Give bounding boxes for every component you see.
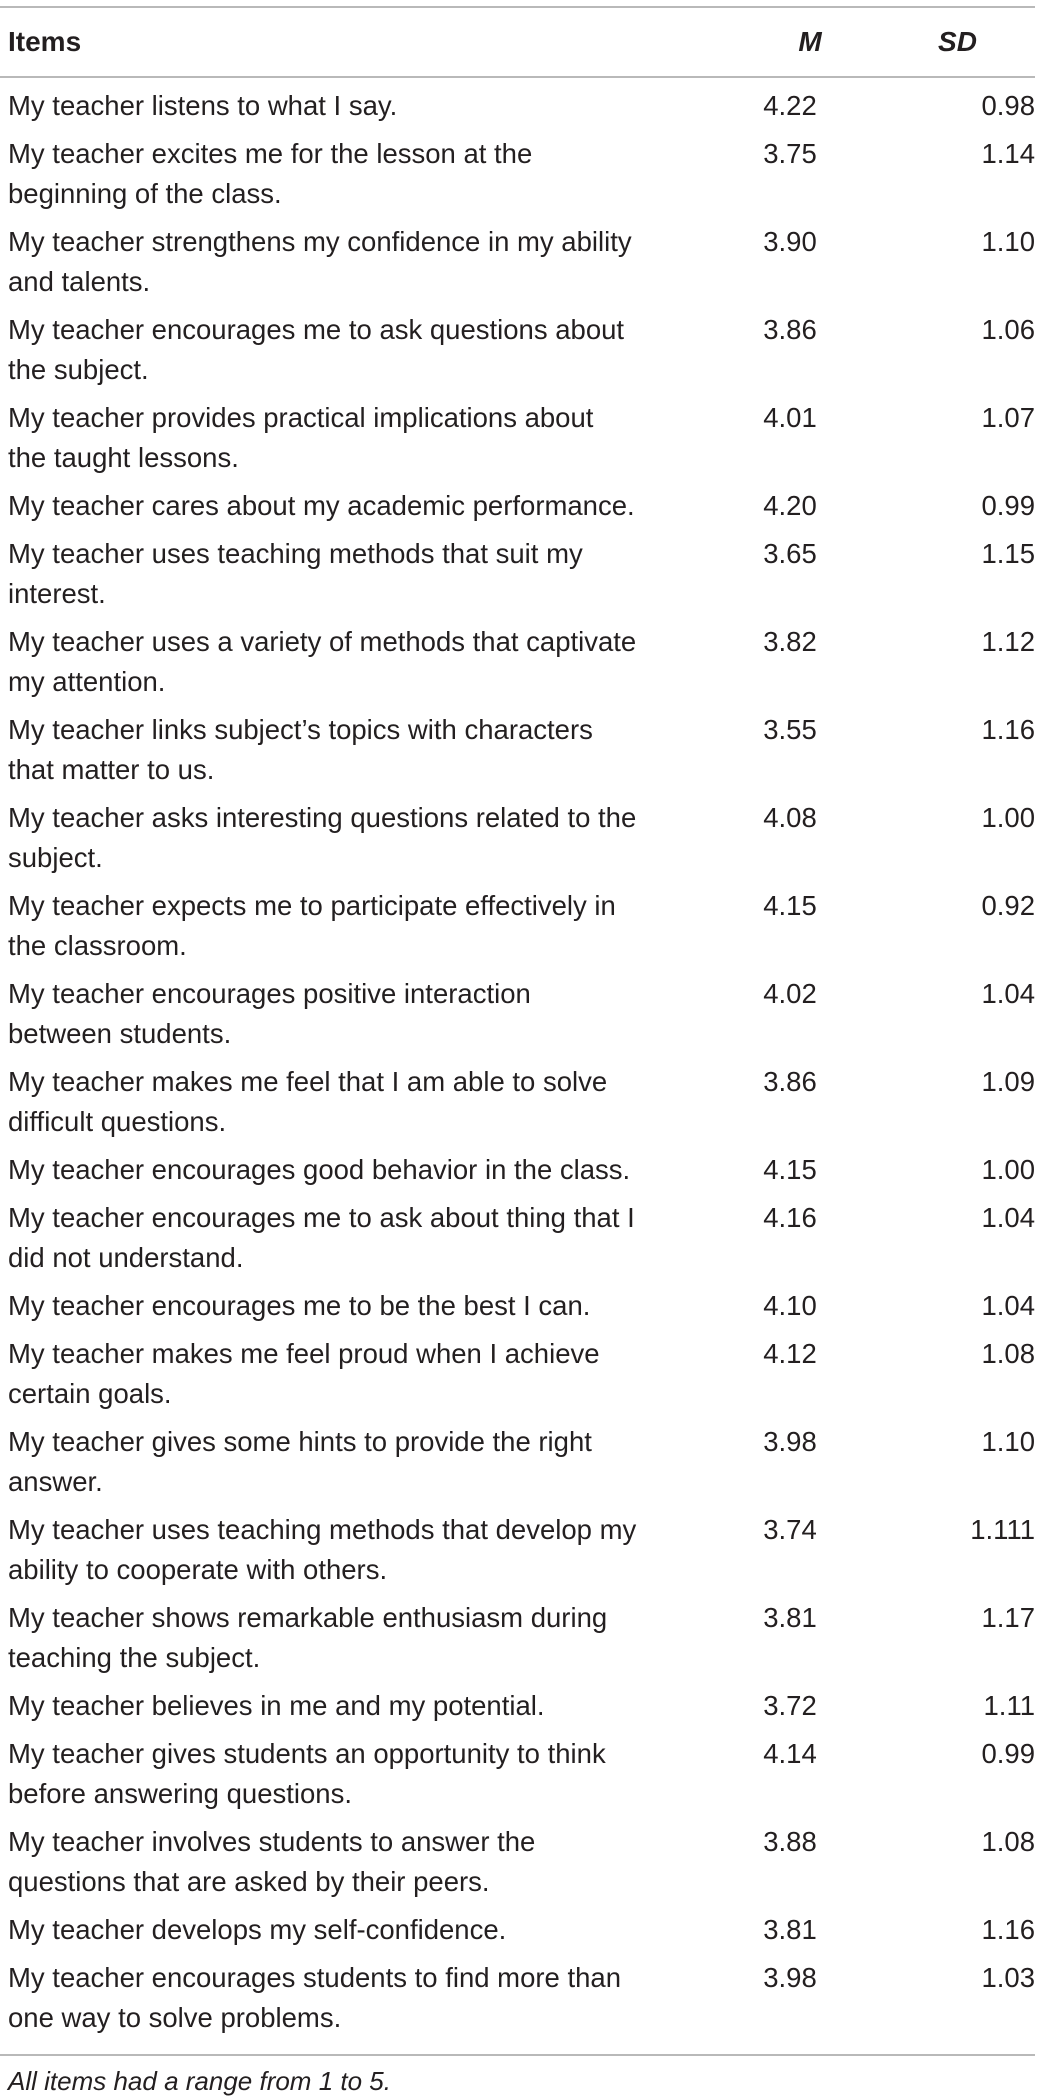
sd-value: 1.14 bbox=[981, 138, 1035, 169]
mean-value: 4.12 bbox=[763, 1338, 817, 1369]
sd-value: 1.10 bbox=[981, 1426, 1035, 1457]
item-text bbox=[0, 310, 700, 390]
table-row bbox=[0, 1062, 1047, 1142]
sd-value: 1.04 bbox=[981, 978, 1035, 1009]
mean-value: 4.15 bbox=[763, 890, 817, 921]
sd-value: 1.07 bbox=[981, 402, 1035, 433]
item-text-line: questions that are asked by their peers. bbox=[8, 1866, 490, 1897]
item-text-line: the subject. bbox=[8, 354, 149, 385]
item-text-line: My teacher excites me for the lesson at the bbox=[8, 138, 533, 169]
sd-value: 1.08 bbox=[981, 1338, 1035, 1369]
table-row bbox=[0, 1910, 1047, 1950]
item-text bbox=[0, 486, 700, 526]
table-row bbox=[0, 134, 1047, 214]
item-text-line: teaching the subject. bbox=[8, 1642, 261, 1673]
item-text-line: My teacher develops my self-confidence. bbox=[8, 1914, 507, 1945]
sd-value: 1.04 bbox=[981, 1202, 1035, 1233]
item-text-line: subject. bbox=[8, 842, 103, 873]
mean-value: 4.22 bbox=[763, 90, 817, 121]
mean-value: 3.65 bbox=[763, 538, 817, 569]
sd-value: 0.92 bbox=[981, 890, 1035, 921]
item-text-line: My teacher gives students an opportunity to think bbox=[8, 1738, 606, 1769]
table-row bbox=[0, 886, 1047, 966]
table-row bbox=[0, 86, 1047, 126]
sd-value: 1.03 bbox=[981, 1962, 1035, 1993]
mean-value: 3.81 bbox=[763, 1602, 817, 1633]
sd-value: 1.09 bbox=[981, 1066, 1035, 1097]
sd-value: 1.12 bbox=[981, 626, 1035, 657]
sd-value: 1.04 bbox=[981, 1290, 1035, 1321]
item-text-line: My teacher links subject’s topics with characters bbox=[8, 714, 593, 745]
mean-value: 3.72 bbox=[763, 1690, 817, 1721]
item-text-line: before answering questions. bbox=[8, 1778, 352, 1809]
header-sd: SD bbox=[938, 26, 977, 57]
item-text bbox=[0, 1198, 700, 1278]
item-text bbox=[0, 534, 700, 614]
item-text bbox=[0, 1686, 700, 1726]
item-text bbox=[0, 398, 700, 478]
item-text-line: My teacher uses teaching methods that suit my bbox=[8, 538, 583, 569]
mean-value: 3.90 bbox=[763, 226, 817, 257]
table-row bbox=[0, 1150, 1047, 1190]
item-text bbox=[0, 1910, 700, 1950]
sd-value: 1.10 bbox=[981, 226, 1035, 257]
item-text-line: My teacher encourages me to ask about thing that I bbox=[8, 1202, 635, 1233]
table-row bbox=[0, 974, 1047, 1054]
mean-value: 3.98 bbox=[763, 1426, 817, 1457]
sd-value: 1.11 bbox=[983, 1690, 1035, 1721]
table-row bbox=[0, 1958, 1047, 2038]
table-row bbox=[0, 1334, 1047, 1414]
item-text-line: My teacher uses teaching methods that develop my bbox=[8, 1514, 637, 1545]
table-row bbox=[0, 1822, 1047, 1902]
item-text-line: did not understand. bbox=[8, 1242, 244, 1273]
item-text bbox=[0, 1062, 700, 1142]
item-text bbox=[0, 1822, 700, 1902]
mean-value: 3.82 bbox=[763, 626, 817, 657]
item-text bbox=[0, 86, 700, 126]
item-text bbox=[0, 134, 700, 214]
mean-value: 4.16 bbox=[763, 1202, 817, 1233]
item-text bbox=[0, 1734, 700, 1814]
sd-value: 1.06 bbox=[981, 314, 1035, 345]
header-items: Items bbox=[8, 26, 82, 57]
table-bottom-rule bbox=[0, 2054, 1035, 2056]
item-text-line: the classroom. bbox=[8, 930, 187, 961]
sd-value: 1.16 bbox=[981, 1914, 1035, 1945]
mean-value: 3.88 bbox=[763, 1826, 817, 1857]
table-row bbox=[0, 622, 1047, 702]
item-text bbox=[0, 710, 700, 790]
table-body bbox=[0, 78, 1047, 2054]
item-text-line: My teacher uses a variety of methods that captivate bbox=[8, 626, 637, 657]
item-text-line: that matter to us. bbox=[8, 754, 215, 785]
mean-value: 4.14 bbox=[763, 1738, 817, 1769]
item-text bbox=[0, 974, 700, 1054]
item-text-line: My teacher provides practical implications about bbox=[8, 402, 594, 433]
mean-value: 4.01 bbox=[763, 402, 817, 433]
mean-value: 3.86 bbox=[763, 1066, 817, 1097]
item-text-line: My teacher makes me feel that I am able to solve bbox=[8, 1066, 608, 1097]
item-text-line: My teacher involves students to answer the bbox=[8, 1826, 536, 1857]
item-text-line: My teacher shows remarkable enthusiasm during bbox=[8, 1602, 608, 1633]
mean-value: 4.20 bbox=[763, 490, 817, 521]
sd-value: 1.111 bbox=[970, 1514, 1035, 1545]
item-text-line: one way to solve problems. bbox=[8, 2002, 342, 2033]
sd-value: 0.99 bbox=[981, 490, 1035, 521]
table-footnote: All items had a range from 1 to 5. bbox=[8, 2066, 391, 2096]
sd-value: 1.17 bbox=[981, 1602, 1035, 1633]
item-text-line: My teacher encourages positive interaction bbox=[8, 978, 531, 1009]
sd-value: 1.00 bbox=[981, 802, 1035, 833]
sd-value: 0.98 bbox=[981, 90, 1035, 121]
sd-value: 1.15 bbox=[981, 538, 1035, 569]
mean-value: 3.81 bbox=[763, 1914, 817, 1945]
item-text-line: My teacher strengthens my confidence in my ability bbox=[8, 226, 632, 257]
item-text-line: answer. bbox=[8, 1466, 103, 1497]
header-mean: M bbox=[798, 26, 822, 57]
item-text-line: My teacher makes me feel proud when I achieve bbox=[8, 1338, 600, 1369]
item-text-line: My teacher believes in me and my potential. bbox=[8, 1690, 545, 1721]
mean-value: 4.10 bbox=[763, 1290, 817, 1321]
item-text-line: My teacher encourages me to ask questions about bbox=[8, 314, 625, 345]
sd-value: 0.99 bbox=[981, 1738, 1035, 1769]
table-row bbox=[0, 222, 1047, 302]
mean-value: 3.86 bbox=[763, 314, 817, 345]
item-text-line: interest. bbox=[8, 578, 106, 609]
item-text bbox=[0, 1150, 700, 1190]
item-text-line: certain goals. bbox=[8, 1378, 172, 1409]
mean-value: 4.02 bbox=[763, 978, 817, 1009]
item-text bbox=[0, 1334, 700, 1414]
item-text bbox=[0, 798, 700, 878]
table-row bbox=[0, 798, 1047, 878]
table-row bbox=[0, 1286, 1047, 1326]
table-row bbox=[0, 486, 1047, 526]
table-row bbox=[0, 710, 1047, 790]
table-row bbox=[0, 1686, 1047, 1726]
sd-value: 1.16 bbox=[981, 714, 1035, 745]
mean-value: 3.75 bbox=[763, 138, 817, 169]
item-text bbox=[0, 622, 700, 702]
item-text-line: my attention. bbox=[8, 666, 166, 697]
item-text-line: My teacher encourages good behavior in the class. bbox=[8, 1154, 631, 1185]
item-text-line: between students. bbox=[8, 1018, 232, 1049]
item-text-line: My teacher encourages me to be the best I can. bbox=[8, 1290, 591, 1321]
mean-value: 3.55 bbox=[763, 714, 817, 745]
item-text bbox=[0, 1958, 700, 2038]
item-text-line: difficult questions. bbox=[8, 1106, 227, 1137]
item-text bbox=[0, 1510, 700, 1590]
mean-value: 4.15 bbox=[763, 1154, 817, 1185]
item-text-line: beginning of the class. bbox=[8, 178, 282, 209]
table-row bbox=[0, 398, 1047, 478]
item-text-line: My teacher cares about my academic performance. bbox=[8, 490, 635, 521]
item-text-line: the taught lessons. bbox=[8, 442, 239, 473]
item-text-line: ability to cooperate with others. bbox=[8, 1554, 388, 1585]
item-text bbox=[0, 1422, 700, 1502]
item-text bbox=[0, 1286, 700, 1326]
item-text-line: My teacher asks interesting questions related to the bbox=[8, 802, 637, 833]
table-row bbox=[0, 1598, 1047, 1678]
mean-value: 4.08 bbox=[763, 802, 817, 833]
mean-value: 3.74 bbox=[763, 1514, 817, 1545]
table-row bbox=[0, 1422, 1047, 1502]
sd-value: 1.08 bbox=[981, 1826, 1035, 1857]
item-text bbox=[0, 886, 700, 966]
table-row bbox=[0, 1734, 1047, 1814]
item-text-line: My teacher gives some hints to provide the right bbox=[8, 1426, 592, 1457]
item-text-line: My teacher listens to what I say. bbox=[8, 90, 398, 121]
table-header-row bbox=[0, 8, 1047, 76]
table-row bbox=[0, 1198, 1047, 1278]
item-text-line: My teacher encourages students to find more than bbox=[8, 1962, 621, 1993]
item-text bbox=[0, 1598, 700, 1678]
table-row bbox=[0, 310, 1047, 390]
mean-value: 3.98 bbox=[763, 1962, 817, 1993]
item-text-line: My teacher expects me to participate effectively in bbox=[8, 890, 616, 921]
item-text bbox=[0, 222, 700, 302]
item-text-line: and talents. bbox=[8, 266, 151, 297]
table-row bbox=[0, 1510, 1047, 1590]
table-row bbox=[0, 534, 1047, 614]
sd-value: 1.00 bbox=[981, 1154, 1035, 1185]
